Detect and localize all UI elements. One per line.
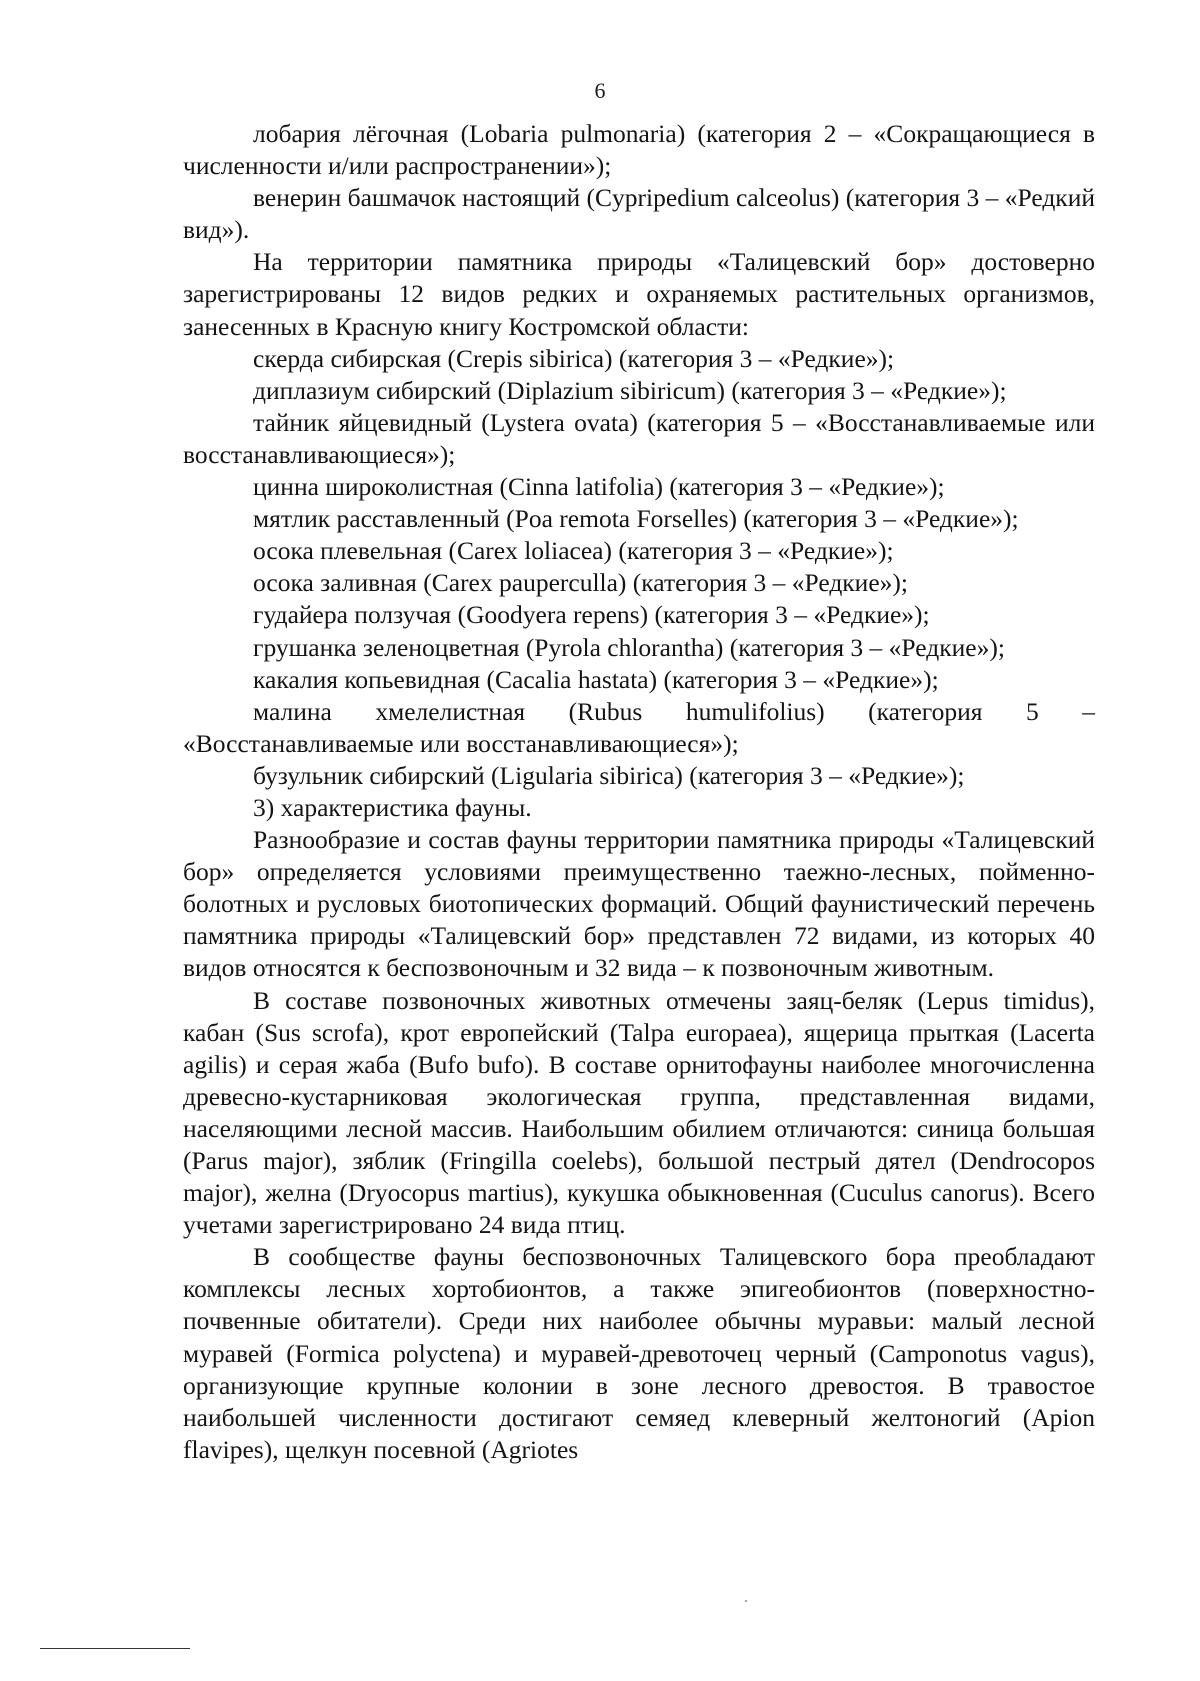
paragraph-cinna: цинна широколистная (Cinna latifolia) (категория 3 – «Редкие»); bbox=[253, 472, 945, 502]
paragraph-intro-rare-plants: На территории памятника природы «Талицевский бор» достоверно зарегистрированы 12 видов редких и охраняемых растительных организмов, занесенных в Красную книгу Костромской области: bbox=[183, 247, 1095, 341]
paragraph-diplazium: диплазиум сибирский (Diplazium sibiricum) (категория 3 – «Редкие»); bbox=[253, 375, 1007, 405]
paragraph-lystera: тайник яйцевидный (Lystera ovata) (категория 5 – «Восстанавливаемые или восстанавливающиеся»); bbox=[183, 407, 1095, 469]
page-number: 6 bbox=[594, 78, 606, 103]
paragraph-cypripedium: венерин башмачок настоящий (Cypripedium calceolus) (категория 3 – «Редкий вид»). bbox=[183, 183, 1095, 245]
paragraph-goodyera: гудайера ползучая (Goodyera repens) (категория 3 – «Редкие»); bbox=[253, 600, 930, 630]
paragraph-cacalia: какалия копьевидная (Cacalia hastata) (категория 3 – «Редкие»); bbox=[253, 664, 939, 694]
footnote-rule bbox=[40, 1648, 190, 1649]
paragraph-carex-loliacea: осока плевельная (Carex loliacea) (категория 3 – «Редкие»); bbox=[253, 536, 894, 566]
paragraph-poa: мятлик расставленный (Poa remota Forselles) (категория 3 – «Редкие»); bbox=[253, 504, 1019, 534]
paragraph-crepis: скерда сибирская (Crepis sibirica) (категория 3 – «Редкие»); bbox=[253, 343, 895, 373]
scan-speck bbox=[745, 1600, 747, 1602]
paragraph-pyrola: грушанка зеленоцветная (Pyrola chlorantha) (категория 3 – «Редкие»); bbox=[253, 632, 1005, 662]
paragraph-vertebrates: В составе позвоночных животных отмечены заяц-беляк (Lepus timidus), кабан (Sus scrofa), крот европейский (Talpa europaea), ящерица прыткая (Lacerta agilis) и серая жаба (Bufo bufo). В составе орнитофауны наиболее многочисленна древесно-кустарниковая экологическая группа, представленная видами, населяющими лесной массив. Наибольшим обилием отличаются: синица большая (Parus major), зяблик (Fringilla coelebs), большой пестрый дятел (Dendrocopos major), желна (Dryocopus martius), кукушка обыкновенная (Cuculus canorus). Всего учетами зарегистрировано 24 вида птиц. bbox=[183, 985, 1095, 1240]
paragraph-fauna-diversity: Разнообразие и состав фауны территории памятника природы «Талицевский бор» определяется условиями преимущественно таежно-лесных, пойменно-болотных и русловых биотопических формаций. Общий фаунистический перечень памятника природы «Талицевский бор» представлен 72 видами, из которых 40 видов относятся к беспозвоночным и 32 вида – к позвоночным животным. bbox=[183, 825, 1095, 983]
paragraph-rubus: малина хмелелистная (Rubus humulifolius) (категория 5 – «Восстанавливаемые или восстанавливающиеся»); bbox=[183, 696, 1095, 758]
paragraph-lobaria: лобария лёгочная (Lobaria pulmonaria) (категория 2 – «Сокращающиеся в численности и/или распространении»); bbox=[183, 119, 1095, 181]
document-body bbox=[183, 118, 1095, 1466]
paragraph-carex-pauperculla: осока заливная (Carex pauperculla) (категория 3 – «Редкие»); bbox=[253, 568, 908, 598]
paragraph-ligularia: бузульник сибирский (Ligularia sibirica) (категория 3 – «Редкие»); bbox=[253, 760, 965, 790]
paragraph-invertebrates: В сообществе фауны беспозвоночных Талицевского бора преобладают комплексы лесных хортобионтов, а также эпигеобионтов (поверхностно-почвенные обитатели). Среди них наиболее обычны муравьи: малый лесной муравей (Formica polyctena) и муравей-древоточец черный (Camponotus vagus), организующие крупные колонии в зоне лесного древостоя. В травостое наибольшей численности достигают семяед клеверный желтоногий (Apion flavipes), щелкун посевной (Agriotes bbox=[183, 1242, 1095, 1464]
paragraph-fauna-heading: 3) характеристика фауны. bbox=[253, 792, 532, 822]
